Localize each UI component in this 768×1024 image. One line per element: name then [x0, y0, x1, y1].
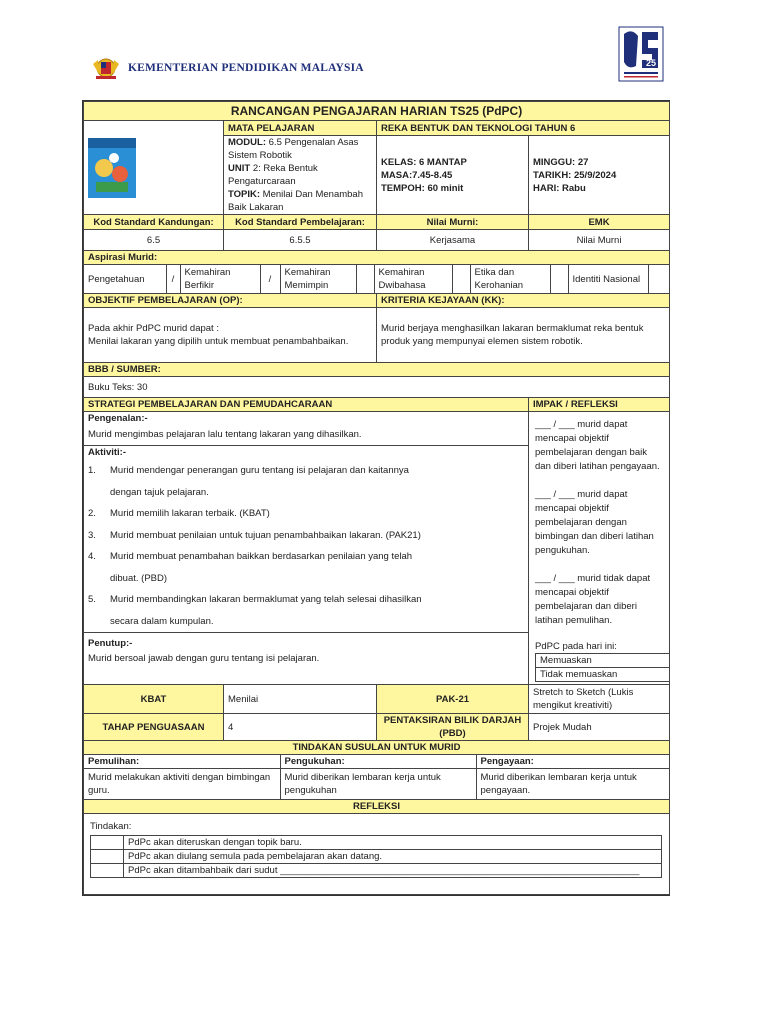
pengayaan: Murid diberikan lembaran kerja untuk pengayaan. [476, 769, 670, 799]
aktiviti-number: 4. [88, 551, 96, 562]
ts25-logo [618, 26, 664, 82]
tindakan-text: Tindakan: [90, 820, 132, 832]
masa: MASA:7.45-8.45 [381, 169, 453, 181]
std-kandungan: 6.5 [84, 230, 224, 251]
emk-label: EMK [529, 215, 670, 230]
emk: Nilai Murni [529, 230, 670, 251]
pengukuhan-label: Pengukuhan: [280, 755, 476, 769]
aspirasi-etika: Etika dan Kerohanian [470, 265, 550, 293]
malaysia-crest-icon [90, 54, 122, 82]
pak21: Stretch to Sketch (Lukis mengikut kreativiti) [529, 685, 670, 714]
mata-pelajaran-label: MATA PELAJARAN [224, 121, 377, 136]
textbook-cover [84, 121, 224, 215]
refleksi-row [91, 849, 662, 863]
tindakan-label: TINDAKAN SUSULAN UNTUK MURID [84, 741, 670, 755]
impak-body [529, 412, 670, 685]
unit-label: UNIT [228, 163, 251, 174]
plan-title: RANCANGAN PENGAJARAN HARIAN TS25 (PdPC) [84, 102, 670, 121]
aktiviti-text: Murid memilih lakaran terbaik. (KBAT) [110, 508, 270, 519]
aktiviti-item [84, 482, 528, 504]
tarikh: TARIKH: 25/9/2024 [533, 169, 617, 181]
aktiviti-item [84, 589, 528, 611]
aspirasi-kemahiran-berfikir: Kemahiran Berfikir [180, 265, 260, 293]
aspirasi-kemahiran-memimpin: Kemahiran Memimpin [280, 265, 356, 293]
aspirasi-kemahiran-memimpin-mark [356, 265, 374, 293]
logo-number: 25 [646, 58, 657, 68]
modul-label: MODUL: [228, 137, 266, 148]
impak-label: IMPAK / REFLEKSI [529, 398, 670, 412]
pdpc-hari-ini: PdPC pada hari ini: [535, 641, 617, 652]
kbat-label: KBAT [84, 685, 224, 714]
strategi-body [84, 412, 529, 685]
aktiviti-number [84, 482, 110, 504]
pengenalan: Murid mengimbas pelajaran lalu tentang lakaran yang dihasilkan. [84, 426, 528, 446]
aspirasi-identiti: Identiti Nasional [568, 265, 648, 293]
refleksi-checklist [90, 835, 662, 878]
date-info [529, 136, 670, 215]
aktiviti-number: 5. [88, 594, 96, 605]
aktiviti-text: Murid membuat penambahan baikkan berdasarkan penilaian yang telah [110, 551, 413, 562]
pemulihan-label: Pemulihan: [84, 755, 280, 769]
aspirasi-kemahiran-berfikir-mark: / [260, 265, 280, 293]
topik-label: TOPIK: [228, 189, 261, 200]
aspirasi-pengetahuan-mark: / [166, 265, 180, 293]
refleksi-item: PdPc akan ditambahbaik dari sudut ____________________________________________________________________ [124, 863, 662, 877]
aktiviti-number: 2. [88, 508, 96, 519]
aktiviti-item [84, 460, 528, 482]
refleksi-label: REFLEKSI [84, 799, 670, 813]
objektif-intro: Pada akhir PdPC murid dapat : [88, 323, 219, 334]
aktiviti-text: Murid membuat penilaian untuk tujuan penambahbaikan lakaran. (PAK21) [110, 529, 421, 541]
aktiviti-item [84, 568, 528, 590]
unit-value: 2: Reka Bentuk Pengaturcaraan [228, 163, 318, 187]
ministry-header [90, 52, 364, 84]
pbd: Projek Mudah [529, 714, 670, 741]
aktiviti-item [84, 503, 528, 525]
aktiviti-number: 3. [88, 529, 96, 541]
refleksi-checkbox[interactable] [91, 863, 124, 877]
aspirasi-etika-mark [550, 265, 568, 293]
objektif [84, 308, 377, 363]
aspirasi-row [84, 265, 670, 294]
pengayaan-label: Pengayaan: [476, 755, 670, 769]
impak-item: ___ / ___ murid dapat mencapai objektif pembelajaran dengan baik dan diberi latihan pengayaan. [535, 419, 660, 472]
nilai: Kerjasama [377, 230, 529, 251]
nilai-label: Nilai Murni: [377, 215, 529, 230]
refleksi-checkbox[interactable] [91, 849, 124, 863]
strategi-label: STRATEGI PEMBELAJARAN DAN PEMUDAHCARAAN [84, 398, 529, 412]
std-pembelajaran-label: Kod Standard Pembelajaran: [224, 215, 377, 230]
tindakan-table [84, 755, 670, 800]
impak-item: ___ / ___ murid tidak dapat mencapai objektif pembelajaran dan diberi latihan pemulihan. [535, 573, 651, 626]
aktiviti-number [84, 611, 110, 633]
lesson-plan-table [83, 101, 670, 895]
std-pembelajaran: 6.5.5 [224, 230, 377, 251]
pemulihan: Murid melakukan aktiviti dengan bimbingan guru. [84, 769, 280, 799]
aspirasi-identiti-mark [648, 265, 670, 293]
refleksi-item: PdPc akan diteruskan dengan topik baru. [124, 835, 662, 849]
aktiviti-text: secara dalam kumpulan. [110, 615, 214, 627]
bbb-label: BBB / SUMBER: [84, 363, 670, 377]
textbook-cover-icon [88, 138, 136, 198]
impak-item: ___ / ___ murid dapat mencapai objektif pembelajaran dengan bimbingan dan diberi latihan pengukuhan. [535, 489, 654, 556]
hari: HARI: Rabu [533, 182, 586, 194]
aktiviti-number [84, 568, 110, 590]
aktiviti-list [84, 460, 528, 632]
objektif-text: Menilai lakaran yang dipilih untuk membuat penambahbaikan. [88, 336, 349, 347]
pengenalan-label: Pengenalan:- [88, 413, 148, 424]
aktiviti-text: Murid mendengar penerangan guru tentang isi pelajaran dan kaitannya [110, 465, 409, 476]
lesson-plan [82, 100, 670, 896]
minggu: MINGGU: 27 [533, 156, 589, 168]
modul-info [224, 136, 377, 215]
kriteria: Murid berjaya menghasilkan lakaran bermaklumat reka bentuk produk yang mempunyai elemen sistem robotik. [377, 308, 670, 363]
pbd-label: PENTAKSIRAN BILIK DARJAH (PBD) [377, 714, 529, 741]
bbb: Buku Teks: 30 [84, 377, 670, 398]
modul-value: 6.5 Pengenalan Asas Sistem Robotik [228, 137, 359, 161]
penutup-label: Penutup:- [84, 632, 528, 650]
memuaskan-label: Memuaskan [536, 654, 670, 668]
subject-name: REKA BENTUK DAN TEKNOLOGI TAHUN 6 [377, 121, 670, 136]
aktiviti-text: dengan tajuk pelajaran. [110, 486, 209, 498]
aktiviti-item [84, 546, 528, 568]
tidak-memuaskan-label: Tidak memuaskan [536, 668, 670, 682]
std-kandungan-label: Kod Standard Kandungan: [84, 215, 224, 230]
refleksi-row [91, 863, 662, 877]
aktiviti-text: dibuat. (PBD) [110, 572, 168, 584]
objektif-label: OBJEKTIF PEMBELAJARAN (OP): [84, 294, 377, 308]
refleksi-item: PdPc akan diulang semula pada pembelajaran akan datang. [124, 849, 662, 863]
class-info [377, 136, 529, 215]
impak-list [535, 418, 665, 628]
aktiviti-label: Aktiviti:- [88, 447, 126, 458]
aktiviti-text: Murid membandingkan lakaran bermaklumat yang telah selesai dihasilkan [110, 594, 422, 605]
aspirasi-label: Aspirasi Murid: [84, 251, 670, 265]
tahap: 4 [224, 714, 377, 741]
tahap-label: TAHAP PENGUASAAN [84, 714, 224, 741]
aspirasi-pengetahuan: Pengetahuan [84, 265, 166, 293]
kelas: KELAS: 6 MANTAP [381, 156, 467, 168]
ministry-name: KEMENTERIAN PENDIDIKAN MALAYSIA [128, 62, 364, 74]
aktiviti-item [84, 611, 528, 633]
tempoh: TEMPOH: 60 minit [381, 182, 464, 194]
pengukuhan: Murid diberikan lembaran kerja untuk pengukuhan [280, 769, 476, 799]
refleksi-body [84, 813, 670, 894]
ts25-logo-icon [618, 26, 664, 82]
aktiviti-item [84, 525, 528, 547]
refleksi-checkbox[interactable] [91, 835, 124, 849]
pak21-label: PAK-21 [377, 685, 529, 714]
penutup: Murid bersoal jawab dengan guru tentang isi pelajaran. [88, 653, 320, 664]
kriteria-label: KRITERIA KEJAYAAN (KK): [377, 294, 670, 308]
kbat: Menilai [224, 685, 377, 714]
pdpc-rating [535, 653, 670, 682]
refleksi-row [91, 835, 662, 849]
topik-value: Menilai Dan Menambah Baik Lakaran [228, 189, 364, 213]
aspirasi-kemahiran-dwibahasa-mark [452, 265, 470, 293]
aktiviti-number: 1. [88, 465, 96, 476]
aspirasi-kemahiran-dwibahasa: Kemahiran Dwibahasa [374, 265, 452, 293]
